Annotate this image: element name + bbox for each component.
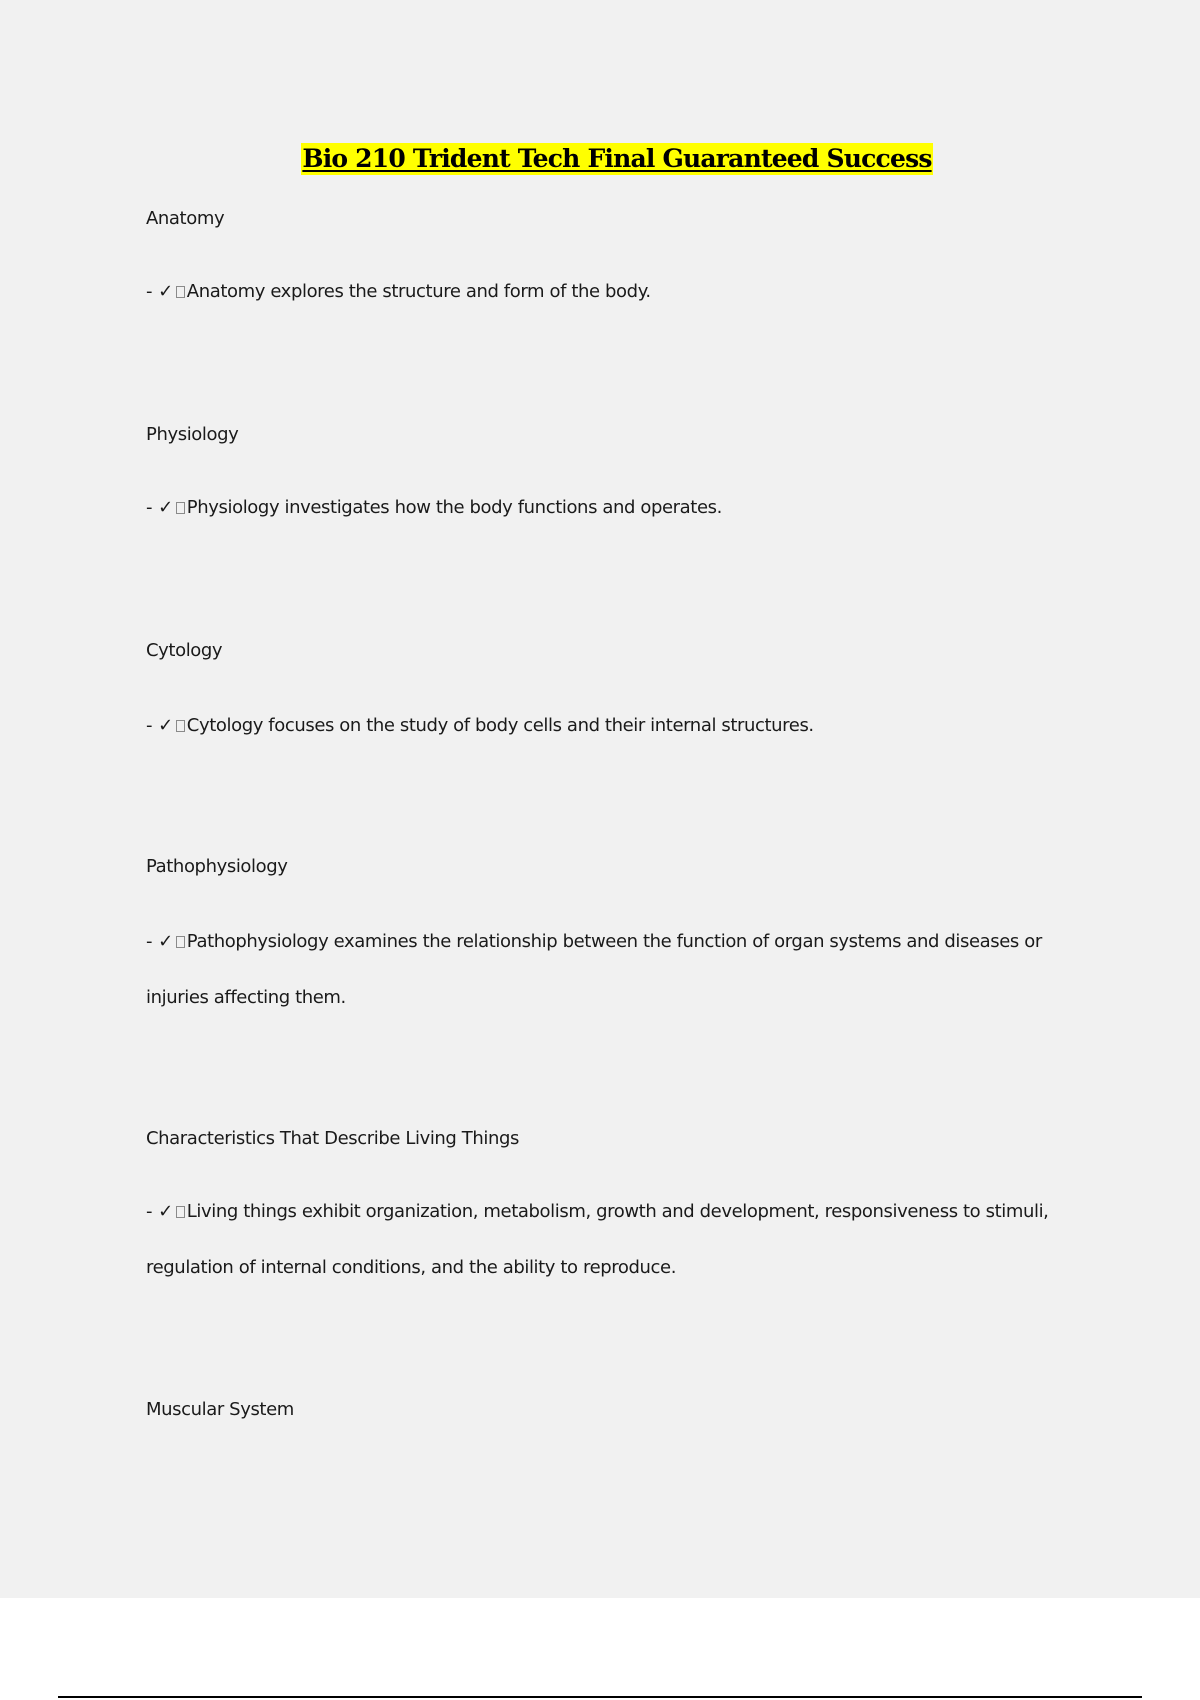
answer-text: Anatomy explores the structure and form of the body. — [186, 281, 651, 302]
check-icon: ✓ — [158, 715, 173, 736]
answer-pathophysiology — [146, 931, 1042, 953]
missing-glyph-icon — [176, 502, 185, 514]
check-icon: ✓ — [158, 497, 173, 518]
check-icon: ✓ — [158, 931, 173, 952]
answer-text: Physiology investigates how the body functions and operates. — [186, 497, 722, 518]
dash: - — [146, 931, 153, 952]
dash: - — [146, 1201, 153, 1222]
answer-anatomy — [146, 281, 651, 303]
missing-glyph-icon — [176, 936, 185, 948]
answer-physiology — [146, 497, 722, 519]
dash: - — [146, 497, 153, 518]
term-anatomy: Anatomy — [146, 208, 225, 229]
term-physiology: Physiology — [146, 424, 239, 445]
dash: - — [146, 715, 153, 736]
answer-text: Living things exhibit organization, metabolism, growth and development, responsiveness to stimuli, — [186, 1201, 1049, 1222]
answer-continuation: regulation of internal conditions, and the ability to reproduce. — [146, 1257, 677, 1278]
term-cytology: Cytology — [146, 640, 223, 661]
missing-glyph-icon — [176, 720, 185, 732]
answer-text: Pathophysiology examines the relationship between the function of organ systems and diseases or — [186, 931, 1042, 952]
dash: - — [146, 281, 153, 302]
check-icon: ✓ — [158, 1201, 173, 1222]
term-living-things: Characteristics That Describe Living Things — [146, 1128, 519, 1149]
title-container — [0, 143, 1200, 175]
term-pathophysiology: Pathophysiology — [146, 856, 288, 877]
footer-divider — [58, 1696, 1142, 1698]
check-icon: ✓ — [158, 281, 173, 302]
answer-text: Cytology focuses on the study of body cells and their internal structures. — [186, 715, 814, 736]
document-title: Bio 210 Trident Tech Final Guaranteed Success — [302, 144, 932, 173]
answer-living-things — [146, 1201, 1049, 1223]
answer-continuation: injuries affecting them. — [146, 987, 346, 1008]
answer-cytology — [146, 715, 814, 737]
term-muscular-system: Muscular System — [146, 1399, 294, 1420]
missing-glyph-icon — [176, 286, 185, 298]
missing-glyph-icon — [176, 1206, 185, 1218]
